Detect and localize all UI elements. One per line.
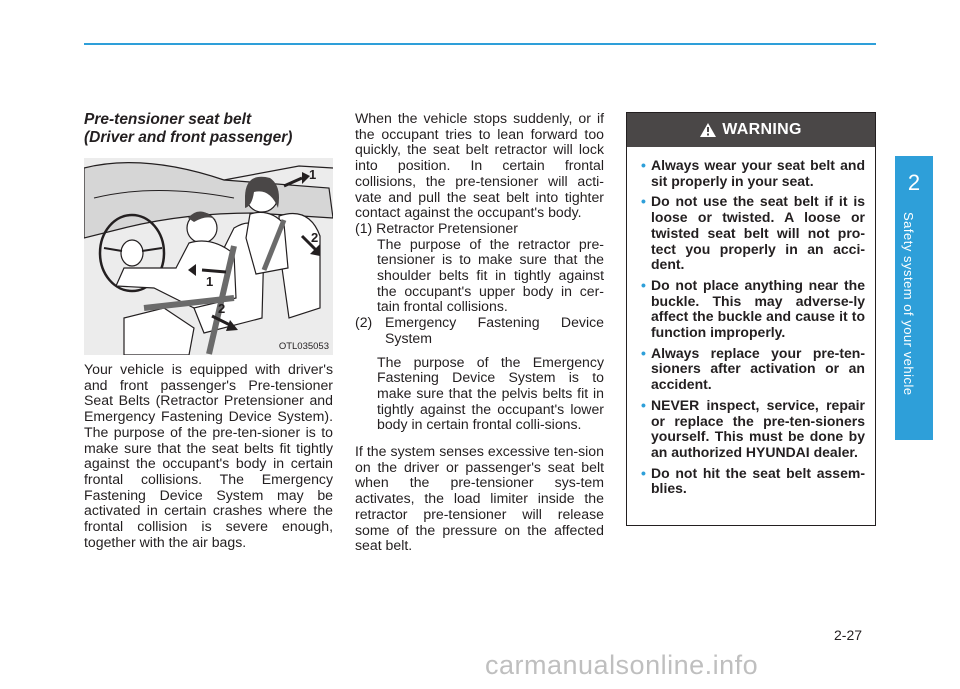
- locking-paragraph: When the vehicle stops suddenly, or if the occupant tries to lean forward too quickly, the seat belt retractor will lock into position. In certain frontal collisions, the pre-tensioner will acti-vate and pull the seat belt into tighter contact against the occupant's body.: [355, 110, 604, 221]
- item2-heading-line1: Emergency Fastening Device: [385, 314, 604, 331]
- column-left: [84, 111, 333, 550]
- section-title: [84, 111, 333, 147]
- bullet-icon: •: [641, 193, 646, 210]
- item1-body: The purpose of the retractor pre-tensioner is to make sure that the shoulder belts fit in tightly against the occupant's upper body in cer-tain frontal collisions.: [377, 235, 604, 315]
- warning-item: • Always wear your seat belt and sit properly in your seat.: [641, 157, 865, 189]
- load-limiter-paragraph: If the system senses excessive ten-sion on the driver or passenger's seat belt when the pre-tensioner sys-tem activates, the load limiter inside the retractor pre-tensioner will release some of the pressure on the affected seat belt.: [355, 443, 604, 554]
- chapter-side-tab: [895, 156, 933, 440]
- bullet-icon: •: [641, 396, 646, 413]
- callout-2-right: 2: [311, 230, 319, 245]
- bullet-icon: •: [641, 157, 646, 173]
- warning-list: [627, 147, 875, 497]
- car-interior-drawing: [84, 158, 333, 355]
- column-middle: [355, 111, 604, 554]
- warning-triangle-icon: [700, 123, 716, 137]
- warning-item: • Always replace your pre-ten-sioners after activation or an accident.: [641, 344, 865, 393]
- warning-item: • NEVER inspect, service, repair or replace the pre-ten-sioners yourself. This must be done by an authorized HYUNDAI dealer.: [641, 396, 865, 460]
- figure-code: OTL035053: [278, 341, 329, 352]
- callout-2-left: 2: [218, 301, 226, 316]
- top-rule: [84, 43, 876, 45]
- intro-paragraph: Your vehicle is equipped with driver's and front passenger's Pre-tensioner Seat Belts (Retractor Pretensioner and Emergency Fastening Device System). The purpose of the pre-ten-sioner is to make sure that the seat belts fit tightly against the occupant's body in certain frontal collisions. The Emergency Fastening Device System may be activated in certain crashes where the frontal collision is severe enough, together with the air bags.: [84, 361, 333, 550]
- bullet-icon: •: [641, 344, 646, 361]
- callout-1-left: 1: [206, 274, 214, 289]
- section-title-line1: Pre-tensioner seat belt: [84, 111, 252, 128]
- bullet-icon: •: [641, 276, 646, 293]
- watermark-text: carmanualsonline.info: [485, 650, 759, 680]
- warning-label: WARNING: [722, 121, 802, 138]
- pretensioner-illustration: [84, 158, 333, 355]
- page-number: 2-27: [834, 627, 863, 643]
- section-title-line2: (Driver and front passenger): [84, 129, 293, 146]
- item2-heading-line2: System: [385, 329, 432, 346]
- bullet-icon: •: [641, 464, 646, 481]
- warning-box: [626, 112, 876, 526]
- warning-item: • Do not place anything near the buckle. This may adverse-ly affect the buckle and cause it to function improperly.: [641, 276, 865, 341]
- item2-body: The purpose of the Emergency Fastening Device System is to make sure that the pelvis belts fit in tightly against the occupant's lower body in certain frontal colli-sions.: [377, 353, 604, 433]
- callout-1-top: 1: [309, 167, 317, 182]
- chapter-number: 2: [907, 170, 921, 195]
- warning-item: • Do not hit the seat belt assem-blies.: [641, 464, 865, 497]
- warning-header: [627, 113, 875, 147]
- item2-number: (2): [355, 314, 373, 331]
- item2-heading: [355, 315, 604, 331]
- item1-heading: (1) Retractor Pretensioner: [355, 219, 518, 236]
- warning-item: • Do not use the seat belt if it is loose or twisted. A loose or twisted seat belt will not pro-tect you properly in an acci-dent.: [641, 193, 865, 273]
- chapter-title: Safety system of your vehicle: [901, 212, 916, 396]
